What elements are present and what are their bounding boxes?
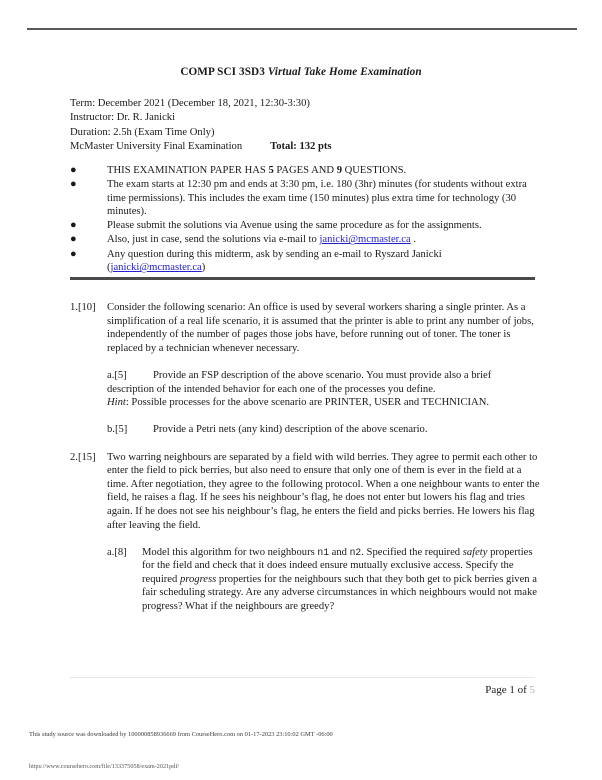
- question-2-text: Two warring neighbours are separated by a field with wild berries. They agree to permit each other to enter the field to pick berries, but also need to ensure that only one of them is ever in the field at a time. After negotiation, they agree to the following protocol. When a one neighbour wants to enter the field, he raises a flag. If he sees his neighbour’s flag, he does not enter but lowers his flag and tries again. If he does not see his neighbour’s flag, he enters the field and picks berries. He lowers his flag after leaving the field.: [107, 451, 540, 531]
- list-item: [70, 178, 537, 219]
- page-total: 5: [529, 684, 535, 696]
- meta-total-points: Total: 132 pts: [270, 140, 332, 152]
- page-number: [485, 684, 535, 696]
- instruction-text: Also, just in case, send the solutions via e-mail to janicki@mcmaster.ca .: [107, 234, 416, 246]
- bullet-icon: ●: [70, 233, 77, 246]
- identifier-n2: n2: [349, 546, 362, 558]
- question-1a-hint: [107, 396, 540, 410]
- page-title: [0, 66, 602, 78]
- instruction-text: THIS EXAMINATION PAPER HAS 5 PAGES AND 9 QUESTIONS.: [107, 165, 407, 176]
- bullet-icon: ●: [70, 219, 77, 232]
- email-link-janicki[interactable]: janicki@mcmaster.ca: [110, 262, 202, 274]
- question-1a-text: Provide an FSP description of the above scenario. You must provide also a brief description of the intended behavior for each one of the processes you define.: [107, 369, 492, 395]
- identifier-n1: n1: [317, 546, 330, 558]
- title-course-code: COMP SCI 3SD3: [180, 66, 265, 78]
- header-divider: [27, 28, 577, 30]
- spacer: [107, 532, 540, 546]
- hint-label: Hint: [107, 397, 126, 409]
- spacer: [107, 355, 540, 369]
- questions-container: [70, 301, 540, 614]
- emphasis-progress: progress: [179, 573, 217, 585]
- question-1b: [107, 423, 540, 437]
- spacer: [107, 410, 540, 424]
- exam-meta-block: [70, 97, 540, 154]
- question-1b-text: Provide a Petri nets (any kind) description of the above scenario.: [153, 424, 428, 436]
- meta-instructor: Instructor: Dr. R. Janicki: [70, 112, 176, 124]
- page-number-label: Page 1 of: [485, 684, 530, 696]
- instructions-divider: [70, 277, 535, 280]
- list-item: [70, 219, 537, 233]
- instruction-text: Any question during this midterm, ask by sending an e-mail to Ryszard Janicki (janicki@mcmaster.ca): [107, 248, 442, 274]
- title-exam-type: Virtual Take Home Examination: [267, 66, 422, 78]
- question-1: [70, 301, 540, 437]
- meta-term: Term: December 2021 (December 18, 2021, 12:30-3:30): [70, 98, 310, 109]
- question-2a-text: Model this algorithm for two neighbours n1 and n2. Specified the required safety properties for the field and check that it does indeed ensure mutually exclusive access. Specify the required progress properties for the neighbours such that they both get to pick berries given a fair scheduling strategy. Are any adverse circumstances in which neighbours would not make progress? What if the neighbours are greedy?: [142, 546, 537, 613]
- pages-count: 5: [268, 165, 274, 176]
- question-1a-label: a.[5]: [107, 369, 127, 381]
- list-item: [70, 248, 537, 275]
- question-1-text: Consider the following scenario: An office is used by several workers sharing a single printer. As a simplification of a real life scenario, it is assumed that the printer is able to print any number of jobs, independently of the number of pages those jobs have, before running out of toner. The toner is replaced by a technician whenever necessary.: [107, 302, 534, 354]
- question-2a: [107, 546, 540, 614]
- questions-count: 9: [336, 165, 342, 176]
- bullet-icon: ●: [70, 247, 77, 260]
- source-url: https://www.coursehero.com/file/133375058/exam-2021pdf/: [29, 763, 180, 770]
- footer-divider: [70, 677, 535, 678]
- exam-instructions-list: [70, 164, 537, 275]
- question-2a-label: a.[8]: [107, 546, 127, 558]
- question-1a: [107, 369, 540, 410]
- bullet-icon: ●: [70, 164, 77, 176]
- instruction-text: Please submit the solutions via Avenue using the same procedure as for the assignments.: [107, 220, 482, 232]
- emphasis-safety: safety: [462, 546, 488, 558]
- email-link-janicki[interactable]: janicki@mcmaster.ca: [319, 234, 411, 246]
- bullet-icon: ●: [70, 178, 77, 191]
- question-1-number: 1.[10]: [70, 302, 96, 313]
- question-2-number: 2.[15]: [70, 451, 96, 463]
- meta-university: McMaster University Final Examination: [70, 140, 243, 152]
- meta-duration: Duration: 2.5h (Exam Time Only): [70, 126, 215, 138]
- instruction-text: The exam starts at 12:30 pm and ends at 3:30 pm, i.e. 180 (3hr) minutes (for students without extra time permissions). This includes the exam time (150 minutes) plus extra time for technology (30 minutes).: [107, 179, 527, 218]
- question-1b-label: b.[5]: [107, 424, 128, 436]
- hint-text: : Possible processes for the above scenario are PRINTER, USER and TECHNICIAN.: [125, 397, 490, 409]
- list-item: [70, 164, 537, 178]
- question-2: [70, 451, 540, 614]
- spacer: [70, 437, 540, 451]
- list-item: [70, 233, 537, 247]
- download-watermark: This study source was downloaded by 100000858936669 from CourseHero.com on 01-17-2023 23:10:02 GMT -06:00: [29, 731, 333, 738]
- meta-university-line: [70, 140, 540, 154]
